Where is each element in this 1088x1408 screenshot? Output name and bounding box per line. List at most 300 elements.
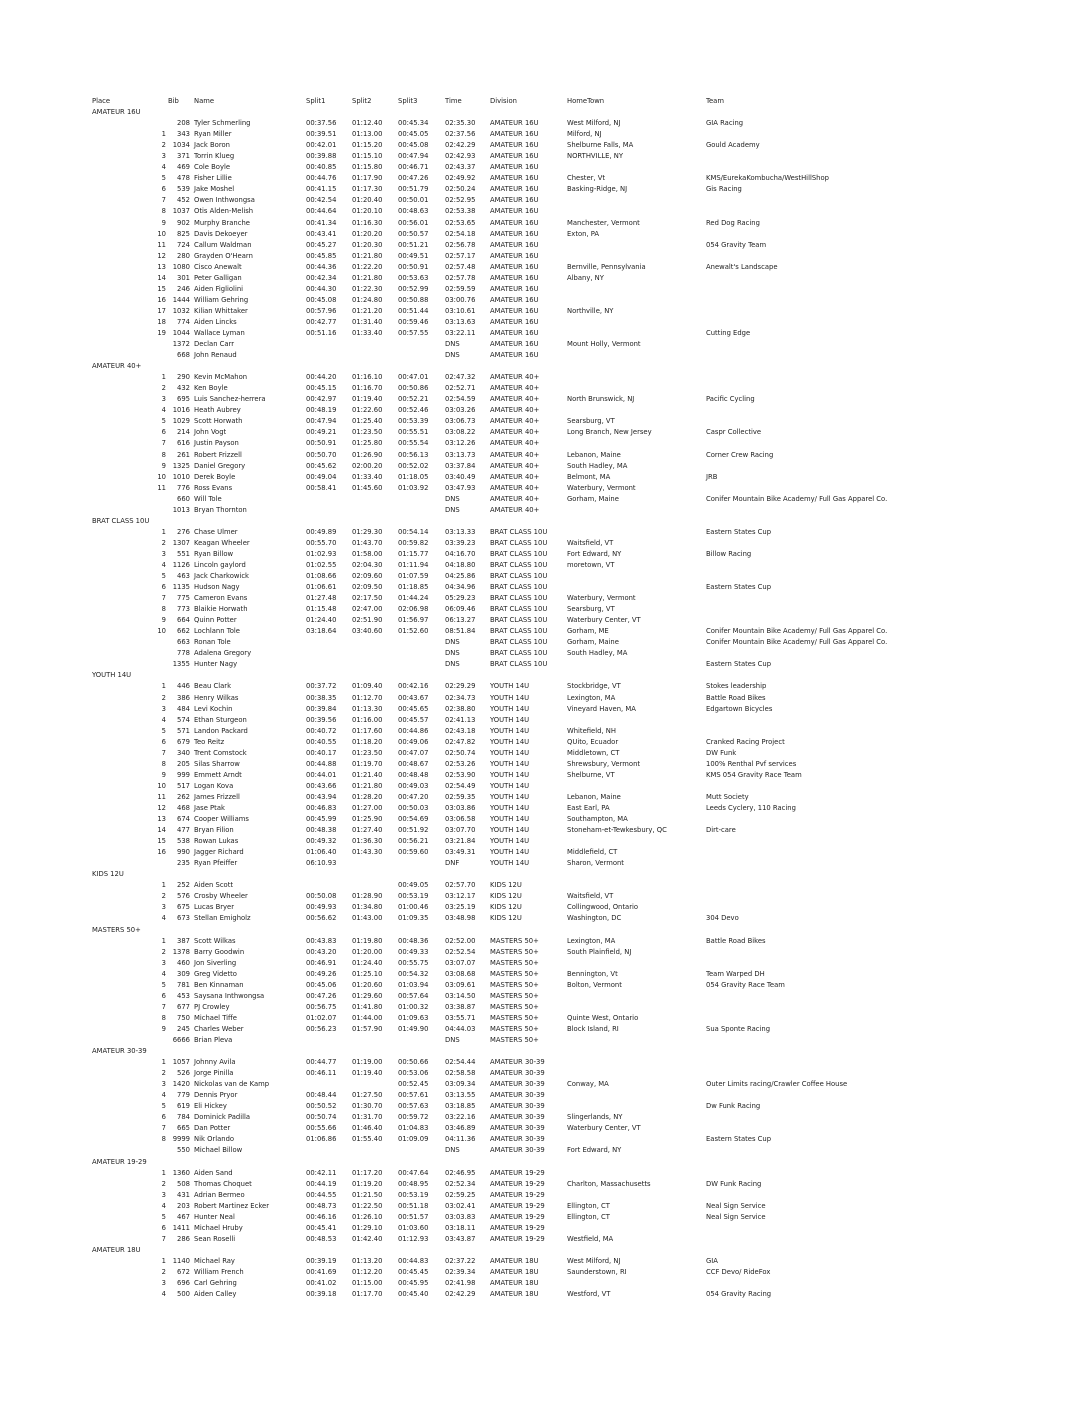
cell-split1: 00:42.11 (306, 1168, 337, 1177)
category-heading (0, 1046, 1088, 1057)
cell-split1: 00:41.15 (306, 185, 337, 194)
cell-time: 02:52.00 (445, 936, 476, 945)
cell-place: 4 (161, 1290, 166, 1299)
cell-split3: 02:06.98 (398, 605, 429, 614)
cell-split2: 01:17.70 (352, 1290, 383, 1299)
cell-time: 02:42.93 (445, 152, 476, 161)
cell-division: BRAT CLASS 10U (490, 560, 548, 569)
cell-team: 100% Renthal Pvf services (706, 759, 797, 768)
result-row (0, 195, 1088, 206)
cell-split2: 01:25.40 (352, 417, 383, 426)
cell-split1: 00:45.62 (306, 461, 337, 470)
cell-bib: 526 (177, 1069, 190, 1078)
cell-division: AMATEUR 30-39 (490, 1146, 545, 1155)
cell-name: Fisher Lillie (194, 174, 232, 183)
cell-team: JRB (706, 472, 718, 481)
cell-hometown: Southampton, MA (567, 815, 628, 824)
cell-split1: 00:45.41 (306, 1223, 337, 1232)
cell-bib: 662 (177, 627, 190, 636)
cell-hometown: Washington, DC (567, 914, 622, 923)
cell-place: 4 (161, 969, 166, 978)
cell-bib: 1029 (172, 417, 190, 426)
result-row (0, 615, 1088, 626)
result-row (0, 1168, 1088, 1179)
cell-split2: 01:16.70 (352, 384, 383, 393)
cell-division: YOUTH 14U (490, 693, 530, 702)
cell-name: Jon Siverling (194, 958, 237, 967)
cell-bib: 517 (177, 781, 190, 790)
cell-time: DNS (445, 1146, 460, 1155)
cell-time: DNS (445, 494, 460, 503)
result-row (0, 405, 1088, 416)
cell-split1: 00:40.72 (306, 726, 337, 735)
cell-time: 03:02.41 (445, 1201, 476, 1210)
cell-bib: 469 (177, 163, 190, 172)
cell-split1: 00:42.54 (306, 196, 337, 205)
cell-division: YOUTH 14U (490, 715, 530, 724)
cell-split3: 00:47.01 (398, 373, 429, 382)
cell-name: Daniel Gregory (194, 461, 246, 470)
cell-bib: 6666 (172, 1035, 190, 1044)
cell-split3: 00:57.63 (398, 1102, 429, 1111)
cell-place: 2 (161, 538, 166, 547)
category-title: YOUTH 14U (92, 671, 132, 680)
cell-place: 4 (161, 560, 166, 569)
cell-division: YOUTH 14U (490, 848, 530, 857)
cell-bib: 460 (177, 958, 190, 967)
cell-team: Team Warped DH (706, 969, 765, 978)
cell-split1: 00:48.73 (306, 1201, 337, 1210)
cell-split3: 01:09.35 (398, 914, 429, 923)
cell-team: Outer Limits racing/Crawler Coffee House (706, 1080, 848, 1089)
cell-time: 03:10.61 (445, 306, 476, 315)
cell-name: Otis Alden-Melish (194, 207, 254, 216)
cell-place: 2 (161, 384, 166, 393)
cell-split3: 00:50.57 (398, 229, 429, 238)
cell-split3: 00:53.19 (398, 1190, 429, 1199)
cell-split2: 01:19.40 (352, 1069, 383, 1078)
cell-bib: 508 (177, 1179, 190, 1188)
cell-hometown: Lebanon, Maine (567, 792, 621, 801)
cell-division: AMATEUR 40+ (490, 439, 540, 448)
cell-place: 4 (161, 1091, 166, 1100)
result-row (0, 1145, 1088, 1156)
result-row (0, 206, 1088, 217)
cell-division: YOUTH 14U (490, 792, 530, 801)
category-heading (0, 107, 1088, 118)
cell-hometown: Long Branch, New Jersey (567, 428, 652, 437)
cell-time: 02:52.71 (445, 384, 476, 393)
cell-division: YOUTH 14U (490, 837, 530, 846)
cell-split3: 00:57.61 (398, 1091, 429, 1100)
cell-split1: 00:56.23 (306, 1024, 337, 1033)
cell-name: Heath Aubrey (194, 406, 241, 415)
cell-bib: 246 (177, 284, 190, 293)
cell-split3: 01:04.83 (398, 1124, 429, 1133)
cell-division: YOUTH 14U (490, 826, 530, 835)
cell-name: Teo Reitz (194, 737, 225, 746)
cell-place: 6 (161, 185, 166, 194)
cell-split1: 00:40.85 (306, 163, 337, 172)
cell-place: 7 (161, 594, 166, 603)
cell-place: 4 (161, 914, 166, 923)
result-row (0, 560, 1088, 571)
cell-bib: 452 (177, 196, 190, 205)
cell-name: Saysana Inthwongsa (194, 991, 265, 1000)
cell-place: 1 (161, 1256, 166, 1265)
cell-hometown: Searsburg, VT (567, 417, 615, 426)
cell-bib: 468 (177, 804, 190, 812)
cell-place: 5 (161, 1212, 166, 1221)
cell-bib: 500 (177, 1290, 190, 1299)
cell-split1: 01:06.40 (306, 848, 337, 857)
cell-split1: 00:51.16 (306, 328, 337, 337)
header-bib: Bib (168, 97, 179, 105)
cell-division: AMATEUR 18U (490, 1279, 539, 1288)
cell-division: AMATEUR 19-29 (490, 1201, 545, 1210)
cell-split3: 00:59.60 (398, 848, 429, 857)
cell-team: Pacific Cycling (706, 395, 755, 404)
cell-time: 02:42.29 (445, 141, 476, 150)
cell-name: Michael Tiffe (194, 1013, 237, 1022)
result-row (0, 505, 1088, 516)
cell-bib: 208 (177, 119, 190, 128)
cell-split2: 01:20.30 (352, 240, 383, 249)
cell-split2: 01:21.50 (352, 1190, 383, 1199)
cell-split2: 02:04.30 (352, 560, 383, 569)
cell-name: Derek Boyle (194, 472, 236, 481)
cell-time: 02:50.74 (445, 748, 476, 757)
cell-time: 02:53.65 (445, 218, 476, 227)
cell-hometown: Sharon, Vermont (567, 859, 624, 868)
cell-split2: 01:17.30 (352, 185, 383, 194)
cell-split3: 00:43.67 (398, 693, 429, 702)
cell-split3: 00:50.01 (398, 196, 429, 205)
cell-division: AMATEUR 30-39 (490, 1102, 545, 1111)
cell-hometown: Fort Edward, NY (567, 549, 622, 558)
cell-split1: 00:50.70 (306, 450, 337, 459)
cell-split1: 00:46.83 (306, 804, 337, 812)
cell-bib: 203 (177, 1201, 190, 1210)
cell-split1: 00:44.36 (306, 262, 337, 271)
cell-place: 14 (157, 826, 166, 835)
cell-hometown: Chester, Vt (567, 174, 606, 183)
cell-time: 03:49.31 (445, 848, 476, 857)
column-header-row (0, 96, 1088, 107)
cell-name: Justin Payson (194, 439, 239, 448)
cell-time: 03:12.26 (445, 439, 476, 448)
cell-split2: 01:21.40 (352, 770, 383, 779)
category-title: AMATEUR 16U (92, 108, 141, 117)
cell-time: DNS (445, 351, 460, 360)
cell-split1: 00:56.75 (306, 1002, 337, 1011)
cell-place: 12 (157, 251, 166, 260)
cell-division: AMATEUR 40+ (490, 373, 540, 382)
cell-split2: 01:15.00 (352, 1279, 383, 1288)
cell-bib: 290 (177, 373, 190, 382)
cell-hometown: Belmont, MA (567, 472, 611, 481)
cell-split3: 00:51.44 (398, 306, 429, 315)
cell-split1: 00:55.70 (306, 538, 337, 547)
cell-name: Beau Clark (194, 682, 232, 691)
cell-place: 5 (161, 980, 166, 989)
cell-bib: 1355 (172, 660, 190, 669)
cell-division: KIDS 12U (490, 903, 522, 912)
cell-time: 02:54.18 (445, 229, 476, 238)
cell-place: 6 (161, 991, 166, 1000)
cell-place: 5 (161, 1102, 166, 1111)
cell-division: AMATEUR 16U (490, 196, 539, 205)
cell-name: Ethan Sturgeon (194, 715, 247, 724)
cell-split1: 00:44.55 (306, 1190, 337, 1199)
cell-division: KIDS 12U (490, 892, 522, 901)
cell-bib: 1378 (172, 947, 190, 956)
cell-place: 1 (161, 373, 166, 382)
cell-place: 2 (161, 892, 166, 901)
cell-split2: 01:21.80 (352, 273, 383, 282)
cell-split1: 00:45.85 (306, 251, 337, 260)
cell-time: 02:54.59 (445, 395, 476, 404)
cell-hometown: Bennington, Vt (567, 969, 618, 978)
cell-name: John Vogt (194, 428, 227, 437)
cell-place: 1 (161, 527, 166, 536)
cell-name: Tyler Schmerling (194, 119, 251, 128)
cell-split2: 01:22.60 (352, 406, 383, 415)
cell-hometown: Waitsfield, VT (567, 538, 614, 547)
cell-division: BRAT CLASS 10U (490, 649, 548, 658)
cell-split1: 00:50.08 (306, 892, 337, 901)
cell-bib: 1420 (172, 1080, 190, 1089)
cell-time: 03:43.87 (445, 1234, 476, 1243)
results-body (0, 107, 1088, 1300)
cell-split1: 00:49.04 (306, 472, 337, 481)
cell-time: 03:18.85 (445, 1102, 476, 1111)
cell-split1: 01:24.40 (306, 616, 337, 625)
cell-division: AMATEUR 16U (490, 185, 539, 194)
cell-hometown: Slingerlands, NY (567, 1113, 623, 1122)
cell-bib: 774 (177, 317, 190, 326)
result-row (0, 427, 1088, 438)
cell-division: BRAT CLASS 10U (490, 594, 548, 603)
cell-name: Hudson Nagy (194, 583, 240, 592)
cell-name: Kevin McMahon (194, 373, 248, 382)
cell-split1: 00:48.53 (306, 1234, 337, 1243)
cell-split3: 00:49.05 (398, 881, 429, 890)
cell-bib: 280 (177, 251, 190, 260)
cell-name: Cisco Anewalt (194, 262, 242, 271)
cell-split1: 01:08.66 (306, 572, 337, 581)
cell-name: Jack Charkowick (194, 572, 249, 581)
result-row (0, 693, 1088, 704)
cell-time: 02:34.73 (445, 693, 476, 702)
result-row (0, 847, 1088, 858)
cell-hometown: West Milford, NJ (567, 119, 621, 128)
cell-bib: 1411 (172, 1223, 190, 1232)
cell-split2: 01:55.40 (352, 1135, 383, 1144)
cell-division: AMATEUR 30-39 (490, 1069, 545, 1078)
cell-split2: 01:20.00 (352, 947, 383, 956)
cell-division: AMATEUR 16U (490, 295, 539, 304)
cell-split2: 01:25.80 (352, 439, 383, 448)
result-row (0, 715, 1088, 726)
cell-division: AMATEUR 40+ (490, 450, 540, 459)
cell-time: 03:48.98 (445, 914, 476, 923)
cell-division: YOUTH 14U (490, 781, 530, 790)
cell-hometown: Albany, NY (567, 273, 604, 282)
cell-hometown: Whitefield, NH (567, 726, 616, 735)
cell-division: AMATEUR 16U (490, 328, 539, 337)
cell-time: 03:13.33 (445, 527, 476, 536)
cell-bib: 675 (177, 903, 190, 912)
cell-place: 1 (161, 936, 166, 945)
cell-name: Bryan Filion (194, 826, 234, 835)
category-title: AMATEUR 19-29 (92, 1157, 147, 1166)
cell-split2: 01:15.80 (352, 163, 383, 172)
cell-split1: 00:48.19 (306, 406, 337, 415)
cell-bib: 371 (177, 152, 190, 161)
cell-time: 02:46.95 (445, 1168, 476, 1177)
cell-split1: 03:18.64 (306, 627, 337, 636)
result-row (0, 1134, 1088, 1145)
cell-split2: 01:25.10 (352, 969, 383, 978)
cell-bib: 779 (177, 1091, 190, 1100)
cell-split2: 01:12.40 (352, 119, 383, 128)
cell-time: 03:07.07 (445, 958, 476, 967)
cell-split2: 01:24.80 (352, 295, 383, 304)
cell-split3: 00:54.32 (398, 969, 429, 978)
result-row (0, 229, 1088, 240)
cell-division: AMATEUR 19-29 (490, 1168, 545, 1177)
cell-hometown: Saunderstown, RI (567, 1267, 627, 1276)
cell-hometown: Quinte West, Ontario (567, 1013, 639, 1022)
cell-split2: 01:22.50 (352, 1201, 383, 1210)
cell-team: KMS 054 Gravity Race Team (706, 770, 802, 779)
cell-time: 03:06.58 (445, 815, 476, 824)
category-heading (0, 361, 1088, 372)
cell-division: AMATEUR 18U (490, 1290, 539, 1299)
cell-division: YOUTH 14U (490, 726, 530, 735)
cell-hometown: Shelburne Falls, MA (567, 141, 634, 150)
cell-time: 06:13.27 (445, 616, 476, 625)
cell-division: AMATEUR 16U (490, 251, 539, 260)
cell-split3: 00:50.86 (398, 384, 429, 393)
result-row (0, 880, 1088, 891)
cell-split2: 01:21.80 (352, 251, 383, 260)
cell-time: DNS (445, 638, 460, 647)
cell-hometown: Bernville, Pennsylvania (567, 262, 646, 271)
cell-split2: 01:23.50 (352, 428, 383, 437)
cell-split3: 00:44.83 (398, 1256, 429, 1265)
cell-bib: 431 (177, 1190, 190, 1199)
cell-place: 8 (161, 450, 166, 459)
result-row (0, 681, 1088, 692)
cell-time: 03:13.63 (445, 317, 476, 326)
cell-time: 03:37.84 (445, 461, 476, 470)
cell-time: DNS (445, 1035, 460, 1044)
cell-hometown: Northville, NY (567, 306, 614, 315)
cell-team: Eastern States Cup (706, 660, 772, 669)
cell-split2: 01:22.30 (352, 284, 383, 293)
cell-split3: 00:57.55 (398, 328, 429, 337)
cell-split3: 00:50.03 (398, 804, 429, 812)
cell-split2: 01:29.10 (352, 1223, 383, 1232)
cell-bib: 1444 (172, 295, 190, 304)
cell-bib: 1140 (172, 1256, 190, 1265)
cell-bib: 574 (177, 715, 190, 724)
cell-split1: 00:44.77 (306, 1058, 337, 1067)
cell-bib: 1032 (172, 306, 190, 315)
cell-time: 03:03.83 (445, 1212, 476, 1221)
cell-time: 03:12.17 (445, 892, 476, 901)
result-row (0, 748, 1088, 759)
cell-place: 9 (161, 770, 166, 779)
cell-bib: 576 (177, 892, 190, 901)
header-division: Division (490, 97, 517, 105)
cell-time: 02:39.34 (445, 1267, 476, 1276)
header-split3: Split3 (398, 97, 418, 105)
cell-bib: 750 (177, 1013, 190, 1022)
cell-place: 2 (161, 693, 166, 702)
cell-name: Ryan Miller (194, 130, 232, 139)
cell-split3: 00:59.46 (398, 317, 429, 326)
cell-time: 03:21.84 (445, 837, 476, 846)
cell-time: 02:47.82 (445, 737, 476, 746)
cell-bib: 550 (177, 1146, 190, 1155)
cell-hometown: South Hadley, MA (567, 649, 628, 658)
cell-split1: 01:02.55 (306, 560, 337, 569)
result-row (0, 1035, 1088, 1046)
cell-division: AMATEUR 40+ (490, 461, 540, 470)
cell-division: AMATEUR 30-39 (490, 1113, 545, 1122)
cell-name: Aiden Lincks (194, 317, 237, 326)
cell-place: 8 (161, 759, 166, 768)
cell-name: Wallace Lyman (194, 328, 245, 337)
cell-division: AMATEUR 19-29 (490, 1212, 545, 1221)
cell-split3: 00:45.65 (398, 704, 429, 713)
cell-division: MASTERS 50+ (490, 1013, 539, 1022)
cell-split3: 00:59.72 (398, 1113, 429, 1122)
cell-split3: 00:49.51 (398, 251, 429, 260)
cell-split3: 01:03.92 (398, 483, 429, 492)
cell-name: Cameron Evans (194, 594, 248, 603)
result-row (0, 1278, 1088, 1289)
cell-split3: 00:47.26 (398, 174, 429, 183)
cell-split2: 01:20.20 (352, 229, 383, 238)
cell-bib: 665 (177, 1124, 190, 1133)
cell-hometown: Gorham, ME (567, 627, 609, 636)
cell-hometown: Lexington, MA (567, 936, 616, 945)
cell-hometown: Block Island, RI (567, 1024, 619, 1033)
cell-time: 03:00.76 (445, 295, 476, 304)
header-team: Team (706, 97, 724, 105)
cell-name: Dan Potter (194, 1124, 231, 1133)
cell-hometown: Conway, MA (567, 1080, 609, 1089)
result-row (0, 1123, 1088, 1134)
category-title: MASTERS 50+ (92, 925, 141, 934)
cell-hometown: Waitsfield, VT (567, 892, 614, 901)
cell-bib: 663 (177, 638, 190, 647)
cell-time: 02:57.17 (445, 251, 476, 260)
cell-split2: 02:51.90 (352, 616, 383, 625)
cell-bib: 477 (177, 826, 190, 835)
cell-bib: 778 (177, 649, 190, 658)
cell-name: Lochlann Tole (194, 627, 240, 636)
cell-name: Silas Sharrow (194, 759, 240, 768)
cell-split1: 00:49.89 (306, 527, 337, 536)
cell-bib: 252 (177, 881, 190, 890)
cell-team: 054 Gravity Race Team (706, 980, 785, 989)
cell-place: 5 (161, 572, 166, 581)
